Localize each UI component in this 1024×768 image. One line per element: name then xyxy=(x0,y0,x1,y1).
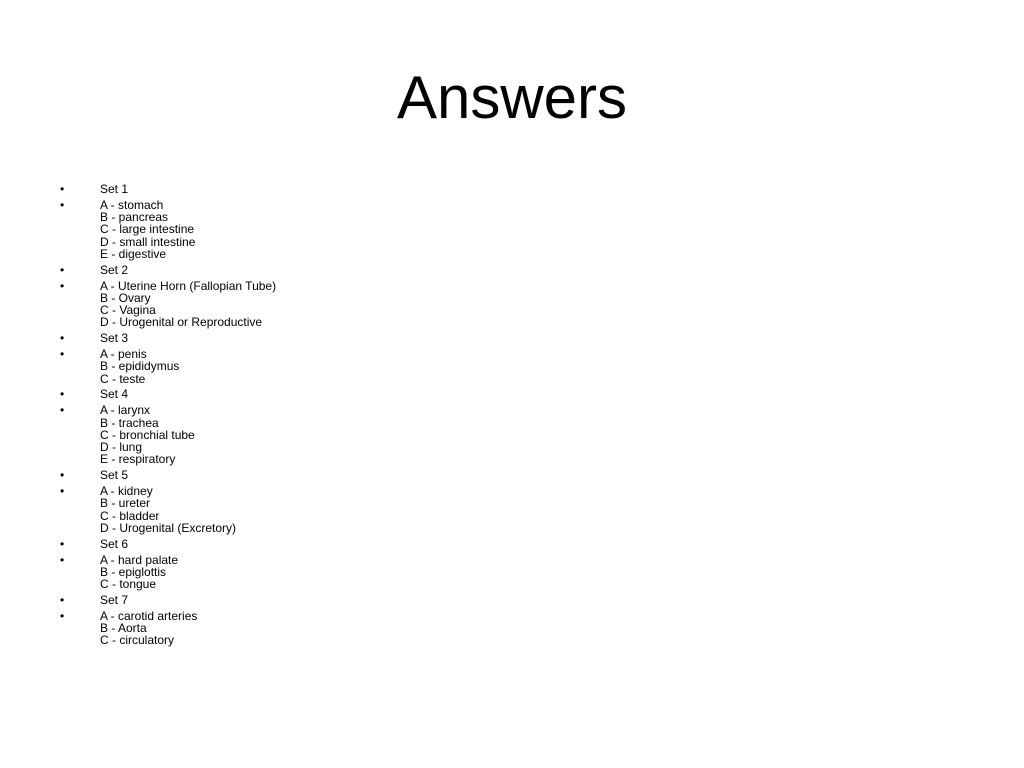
bullet-icon: • xyxy=(60,278,65,293)
bullet-line: C - large intestine xyxy=(100,222,195,237)
set-heading-item xyxy=(60,183,276,195)
bullet-line: C - tongue xyxy=(100,577,157,592)
bullet-line: A - Uterine Horn (Fallopian Tube) xyxy=(100,278,277,293)
bullet-line: A - stomach xyxy=(100,197,164,212)
slide-title: Answers xyxy=(396,64,628,131)
bullet-line: C - bronchial tube xyxy=(100,427,195,442)
bullet-line: C - bladder xyxy=(100,508,160,523)
bullet-icon: • xyxy=(60,262,65,277)
bullet-text xyxy=(100,594,276,606)
bullet-icon: • xyxy=(60,484,65,499)
set-heading-item xyxy=(60,538,276,550)
bullet-text xyxy=(100,404,276,465)
bullet-line: C - circulatory xyxy=(100,633,175,648)
bullet-icon: • xyxy=(60,552,65,567)
bullet-line: Set 5 xyxy=(100,468,129,483)
bullet-line: D - Urogenital or Reproductive xyxy=(100,315,263,330)
bullet-icon: • xyxy=(60,468,65,483)
bullet-line: E - respiratory xyxy=(100,452,176,467)
bullet-line: B - trachea xyxy=(100,415,159,430)
set-heading-item xyxy=(60,332,276,344)
answer-group-item xyxy=(60,348,276,385)
bullet-icon: • xyxy=(60,592,65,607)
bullet-text xyxy=(100,610,276,647)
bullet-line: A - carotid arteries xyxy=(100,608,198,623)
bullet-line: B - epididymus xyxy=(100,359,180,374)
set-heading-item xyxy=(60,469,276,481)
bullet-text xyxy=(100,388,276,400)
bullet-line: Set 1 xyxy=(100,182,129,196)
bullet-line: C - Vagina xyxy=(100,303,156,318)
bullet-line: B - Aorta xyxy=(100,621,147,635)
bullet-icon: • xyxy=(60,608,65,623)
bullet-line: D - small intestine xyxy=(100,234,196,249)
answer-group-item xyxy=(60,199,276,260)
bullet-text xyxy=(100,348,276,385)
bullet-text xyxy=(100,538,276,550)
bullet-line: A - larynx xyxy=(100,403,151,418)
bullet-text xyxy=(100,554,276,591)
answer-group-item xyxy=(60,280,276,329)
set-heading-item xyxy=(60,264,276,276)
bullet-line: D - Urogenital (Excretory) xyxy=(100,520,237,535)
bullet-text xyxy=(100,485,276,534)
bullet-line: Set 2 xyxy=(100,262,129,277)
bullet-text xyxy=(100,332,276,344)
bullet-line: B - pancreas xyxy=(100,210,169,225)
bullet-line: B - Ovary xyxy=(100,290,151,305)
set-heading-item xyxy=(60,388,276,400)
bullet-text xyxy=(100,469,276,481)
bullet-line: A - penis xyxy=(100,347,147,362)
bullet-line: Set 7 xyxy=(100,592,129,607)
bullet-text xyxy=(100,280,276,329)
bullet-icon: • xyxy=(60,403,65,418)
bullet-text xyxy=(100,264,276,276)
bullet-line: D - lung xyxy=(100,440,143,455)
bullet-line: Set 4 xyxy=(100,387,129,402)
bullet-line: Set 3 xyxy=(100,331,129,346)
answer-group-item xyxy=(60,554,276,591)
bullet-text xyxy=(100,199,276,260)
bullet-line: A - hard palate xyxy=(100,552,179,567)
bullet-line: C - teste xyxy=(100,371,146,386)
bullet-icon: • xyxy=(60,536,65,551)
bullet-line: A - kidney xyxy=(100,484,153,499)
bullet-icon: • xyxy=(60,182,65,196)
answer-group-item xyxy=(60,404,276,465)
set-heading-item xyxy=(60,594,276,606)
bullet-icon: • xyxy=(60,347,65,362)
bullet-icon: • xyxy=(60,197,65,212)
answer-group-item xyxy=(60,610,276,647)
bullet-icon: • xyxy=(60,331,65,346)
bullet-line: E - digestive xyxy=(100,246,167,261)
bullet-text xyxy=(100,183,276,195)
answer-group-item xyxy=(60,485,276,534)
bullet-icon: • xyxy=(60,387,65,402)
answers-bullet-list xyxy=(60,183,276,650)
bullet-line: Set 6 xyxy=(100,536,129,551)
bullet-line: B - epiglottis xyxy=(100,564,167,579)
bullet-line: B - ureter xyxy=(100,496,151,511)
